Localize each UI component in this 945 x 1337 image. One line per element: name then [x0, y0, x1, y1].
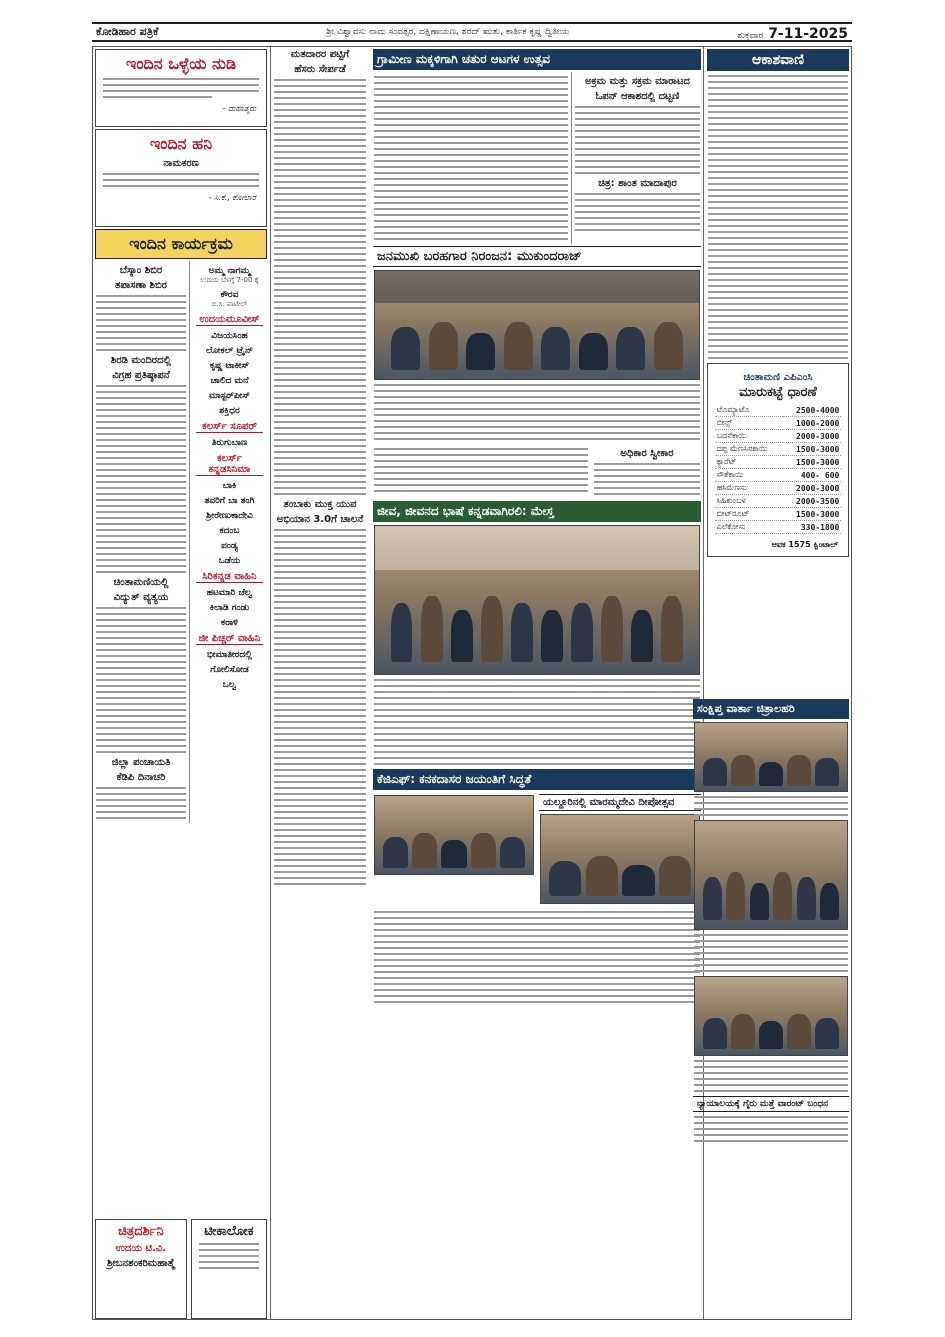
program-section: ಶಿರಡಿ ಮಂದಿರದಲ್ಲಿ	[110, 355, 172, 366]
paper-name: ಕೋಡಿಹಾರ ಪತ್ರಿಕೆ	[96, 25, 159, 38]
market-item: ಬೀನ್ಸ್	[715, 417, 783, 430]
program-section: ತಪಾಸಣಾ ಶಿಬಿರ	[115, 280, 167, 291]
quote-title: ಇಂದಿನ ಒಳ್ಳೆಯ ನುಡಿ	[125, 54, 237, 73]
story-title: ಮತದಾರರ ಪಟ್ಟಿಗೆ	[290, 49, 350, 60]
issue-date: 7-11-2025	[768, 25, 848, 42]
book-release-photo	[374, 270, 700, 380]
cinema-title: ಶ್ರೀರೇಣುಕಾದೇವಿ	[206, 511, 253, 521]
market-box	[707, 363, 849, 557]
market-item: ಎಲೆಕೋಸು	[715, 521, 783, 534]
festival-headline: ಯಲ್ದೂರಿನಲ್ಲಿ ಮಾರಮ್ಮದೇವಿ ದೀಪೋತ್ಸವ	[539, 794, 701, 811]
roundup-photo-3	[694, 976, 848, 1056]
tika-title: ಟೀಕಾಲೋಕ	[204, 1224, 254, 1239]
chitra-channel: ಉದಯ ಟಿ.ವಿ.	[115, 1243, 167, 1254]
cinema-slot: ಉದಯ ಬೆಳಗ್ಗೆ 7-00 ಕ್ಕೆ	[200, 276, 259, 284]
market-item: ಟೊಮ್ಯಾಟೊ	[715, 404, 783, 417]
market-price: 2000-3000	[783, 430, 842, 443]
program-section: ವಿದ್ಯುತ್ ವ್ಯತ್ಯಯ	[113, 592, 169, 603]
radio-title: ಆಕಾಶವಾಣಿ	[707, 49, 849, 71]
story-title: ಓಪನ್ ಆಕಾಶದಲ್ಲಿ ದಟ್ಟಣಿ	[595, 91, 680, 102]
lead-headline: ಗ್ರಾಮೀಣ ಮಕ್ಕಳಿಗಾಗಿ ಚತುರ ಆಟಗಳ ಉತ್ಸವ	[373, 49, 701, 70]
photo-headline: ಜನಮುಖಿ ಬರಹಗಾರ ನಿರಂಜನ: ಮುಕುಂದರಾಜ್	[373, 246, 701, 267]
story-title: ಅಭಿಯಾನ 3.0ಗೆ ಚಾಲನೆ	[276, 514, 364, 525]
market-rate-row	[715, 469, 842, 482]
market-price: 400- 600	[783, 469, 842, 482]
market-rate-row	[715, 443, 842, 456]
market-price: 330-1800	[783, 521, 842, 534]
channel-banner: ಸಿರಿಕನ್ನಡ ವಾಹಿನಿ	[196, 571, 263, 583]
cinema-title: ಬಾಕಿ	[222, 481, 237, 491]
market-item: ಕ್ಯಾರೆಟ್	[715, 456, 783, 469]
market-title: ಮಾರುಕಟ್ಟೆ ಧಾರಣೆ	[739, 385, 817, 400]
masthead	[92, 22, 852, 42]
cinema-title: ಮಾಸ್ಟರ್‌ಪೀಸ್	[209, 391, 250, 401]
poem-title: ಇಂದಿನ ಹನಿ	[149, 134, 213, 153]
roundup-photo-1	[694, 722, 848, 792]
channel-banner: ಉದಯಮೂವೀಸ್	[196, 314, 263, 326]
cinema-title: ಗೋಲಿಸೋಡ	[210, 665, 249, 675]
story-title: ತಂಬಾಕು ಮುಕ್ತ ಯುವ	[283, 499, 357, 510]
arrival-total: ಆವಕ 1575 ಕ್ವಿಂಟಾಲ್	[771, 540, 838, 549]
program-section: ಕೆಡಿಪಿ ದಿನಾಚರಿ	[116, 772, 166, 783]
cinema-title: ಒಲ್ವ	[222, 680, 237, 690]
poem-box	[95, 129, 267, 227]
cinema-title: ಪಂಡ್ಯ	[221, 541, 238, 551]
market-rate-row	[715, 495, 842, 508]
channel-banner: ಕಲರ್ಸ್ ಕನ್ನಡಸಿನಿಮಾ	[196, 453, 263, 476]
cinema-slot: ಬಿ.ಸಿ. ಪಾಟೀಲ್	[211, 300, 248, 308]
poem-subtitle: ನಾಮಕರಣ	[163, 158, 199, 169]
market-price: 1500-3000	[783, 508, 842, 521]
quote-box	[95, 49, 267, 127]
market-price: 2000-3500	[783, 495, 842, 508]
tika-box	[191, 1219, 267, 1319]
column-programs	[93, 47, 269, 1269]
program-section: ಬೆಸ್ಕಾಂ ಶಿಬಿರ	[119, 265, 163, 276]
meeting-photo	[374, 795, 534, 875]
story-title: ಅಕ್ರಮ ಮತ್ತು ಸಕ್ರಮ ಮಾರಾಟದ	[585, 76, 690, 87]
story-title: ಅಧಿಕಾರ ಸ್ವೀಕಾರ	[620, 448, 674, 459]
roundup-photo-2	[694, 820, 848, 930]
story-title: ಹೆಸರು ಸೇರ್ಪಡೆ	[294, 64, 346, 75]
quote-byline: - ಮಹಾತ್ಮರು	[222, 104, 256, 113]
market-price: 2000-3000	[783, 482, 842, 495]
market-item: ಸಿಹಿಕುಂಬಳ	[715, 495, 783, 508]
market-rate-row	[715, 417, 842, 430]
cinema-list	[189, 261, 269, 823]
market-subtitle: ಚಿಂತಾಮಣಿ ಎಪಿಎಂಸಿ	[743, 372, 813, 383]
chitra-box	[95, 1219, 187, 1319]
program-section: ವಿಗ್ರಹ ಪ್ರತಿಷ್ಠಾಪನೆ	[112, 370, 170, 381]
market-item: ಸೌತೆಕಾಯಿ	[715, 469, 783, 482]
market-rate-row	[715, 430, 842, 443]
cinema-title: ಅಮ್ಮ ನಾಗಮ್ಮ	[208, 266, 251, 276]
channel-banner: ಕಲರ್ಸ್ ಸೂಪರ್	[196, 421, 263, 433]
chitra-movie: ಶ್ರೀಬನಶಂಕರಿಮಹಾತ್ಮೆ	[106, 1258, 175, 1269]
market-rate-table	[715, 404, 842, 534]
kannada-headline: ಜೀವ, ಜೀವನದ ಭಾಷೆ ಕನ್ನಡವಾಗಿರಲಿ: ಮೇಸ್ತ	[373, 501, 701, 522]
market-item: ಬದನೆಕಾಯಿ	[715, 430, 783, 443]
chitra-title: ಚಿತ್ರದರ್ಶಿನಿ	[118, 1224, 164, 1239]
cinema-title: ವಿಜಯಸಿಂಹ	[211, 331, 248, 341]
cinema-title: ಚಾಲಿದ ಮನೆ	[210, 376, 249, 386]
market-rate-row	[715, 521, 842, 534]
market-rate-row	[715, 404, 842, 417]
photo-credit: ಚಿತ್ರ: ಶಾಂತ ಮಾದಾಪುರ	[598, 178, 677, 189]
column-local-news	[271, 47, 369, 889]
poem-byline: - ಸಿ.ಕೆ., ಕೋಲಾರ	[208, 193, 256, 202]
program-list	[93, 261, 189, 823]
market-price: 1500-3000	[783, 456, 842, 469]
program-section: ಚಿಂತಾಮಣಿಯಲ್ಲಿ	[113, 577, 169, 588]
cinema-title: ಕದಂಬ	[219, 526, 240, 536]
roundup-title: ಸಂಕ್ಷಿಪ್ತ ವಾರ್ತಾ ಚಿತ್ರಾಲಹರಿ	[693, 699, 849, 719]
cinema-title: ಕೌರವ	[220, 290, 239, 300]
cinema-title: ಭೀಮಾತೀರದಲ್ಲಿ	[206, 650, 253, 660]
cinema-title: ಒಡೆಯ	[218, 556, 241, 566]
cinema-title: ಕರಾಳಿ	[221, 618, 238, 628]
cinema-title: ಕೃಷ್ಣ ಟಾಕೀಸ್	[209, 361, 250, 371]
market-rate-row	[715, 456, 842, 469]
program-title: ಇಂದಿನ ಕಾರ್ಯಕ್ರಮ	[95, 229, 267, 259]
channel-banner: ಜೀ ಪಿಚ್ಚರ್ ವಾಹಿನಿ	[196, 633, 263, 645]
market-item: ದಪ್ಪ ಮೆಣಸಿನಕಾಯಿ	[715, 443, 783, 456]
cinema-title: ತಿರುಗುಬಾಣ	[211, 438, 248, 448]
festival-photo	[540, 814, 700, 904]
cinema-title: ತವರಿಗೆ ಬಾ ತಂಗಿ	[204, 496, 255, 506]
market-rate-row	[715, 482, 842, 495]
main-news	[371, 47, 703, 1007]
market-price: 1000-2000	[783, 417, 842, 430]
program-section: ಜಿಲ್ಲಾ ಪಂಚಾಯತಿ	[111, 757, 171, 768]
market-price: 1500-3000	[783, 443, 842, 456]
newspaper-page	[92, 46, 852, 1320]
cinema-title: ಶಕ್ತಿಧರ	[219, 406, 240, 416]
cinema-title: ಹಟಮಾರಿ ಚೆಲ್ವ	[206, 588, 253, 598]
column-right	[705, 47, 851, 559]
market-rate-row	[715, 508, 842, 521]
weekday: ಶುಕ್ರವಾರ	[737, 30, 764, 41]
market-price: 2500-4000	[783, 404, 842, 417]
calendar-line: ಶ್ರೀ ವಿಶ್ವಾವಸು ನಾಮ ಸಂವತ್ಸರ, ದಕ್ಷಿಣಾಯಣ, ಶರದ್ ಋತು, ಕಾರ್ತಿಕ ಕೃಷ್ಣ ದ್ವಿತೀಯ	[326, 27, 570, 37]
cinema-title: ಲೋಕಲ್ ಟ್ರೈನ್	[205, 346, 254, 356]
market-item: ಬೀಟ್‌ರೂಟ್	[715, 508, 783, 521]
court-headline: ನ್ಯಾಯಾಲಯಕ್ಕೆ ಗೈರು ಮತ್ತೆ ವಾರಂಟ್ ಬಂಧನ	[693, 1096, 849, 1112]
market-item: ಹಸಿಮೆಣಸು	[715, 482, 783, 495]
students-group-photo	[374, 525, 700, 675]
news-roundup	[691, 697, 851, 1146]
kgf-headline: ಕೆಜಿಎಫ್: ಕನಕದಾಸರ ಜಯಂತಿಗೆ ಸಿದ್ಧತೆ	[373, 769, 701, 790]
cinema-title: ಕಿಲಾಡಿ ಗಂಡು	[209, 603, 250, 613]
